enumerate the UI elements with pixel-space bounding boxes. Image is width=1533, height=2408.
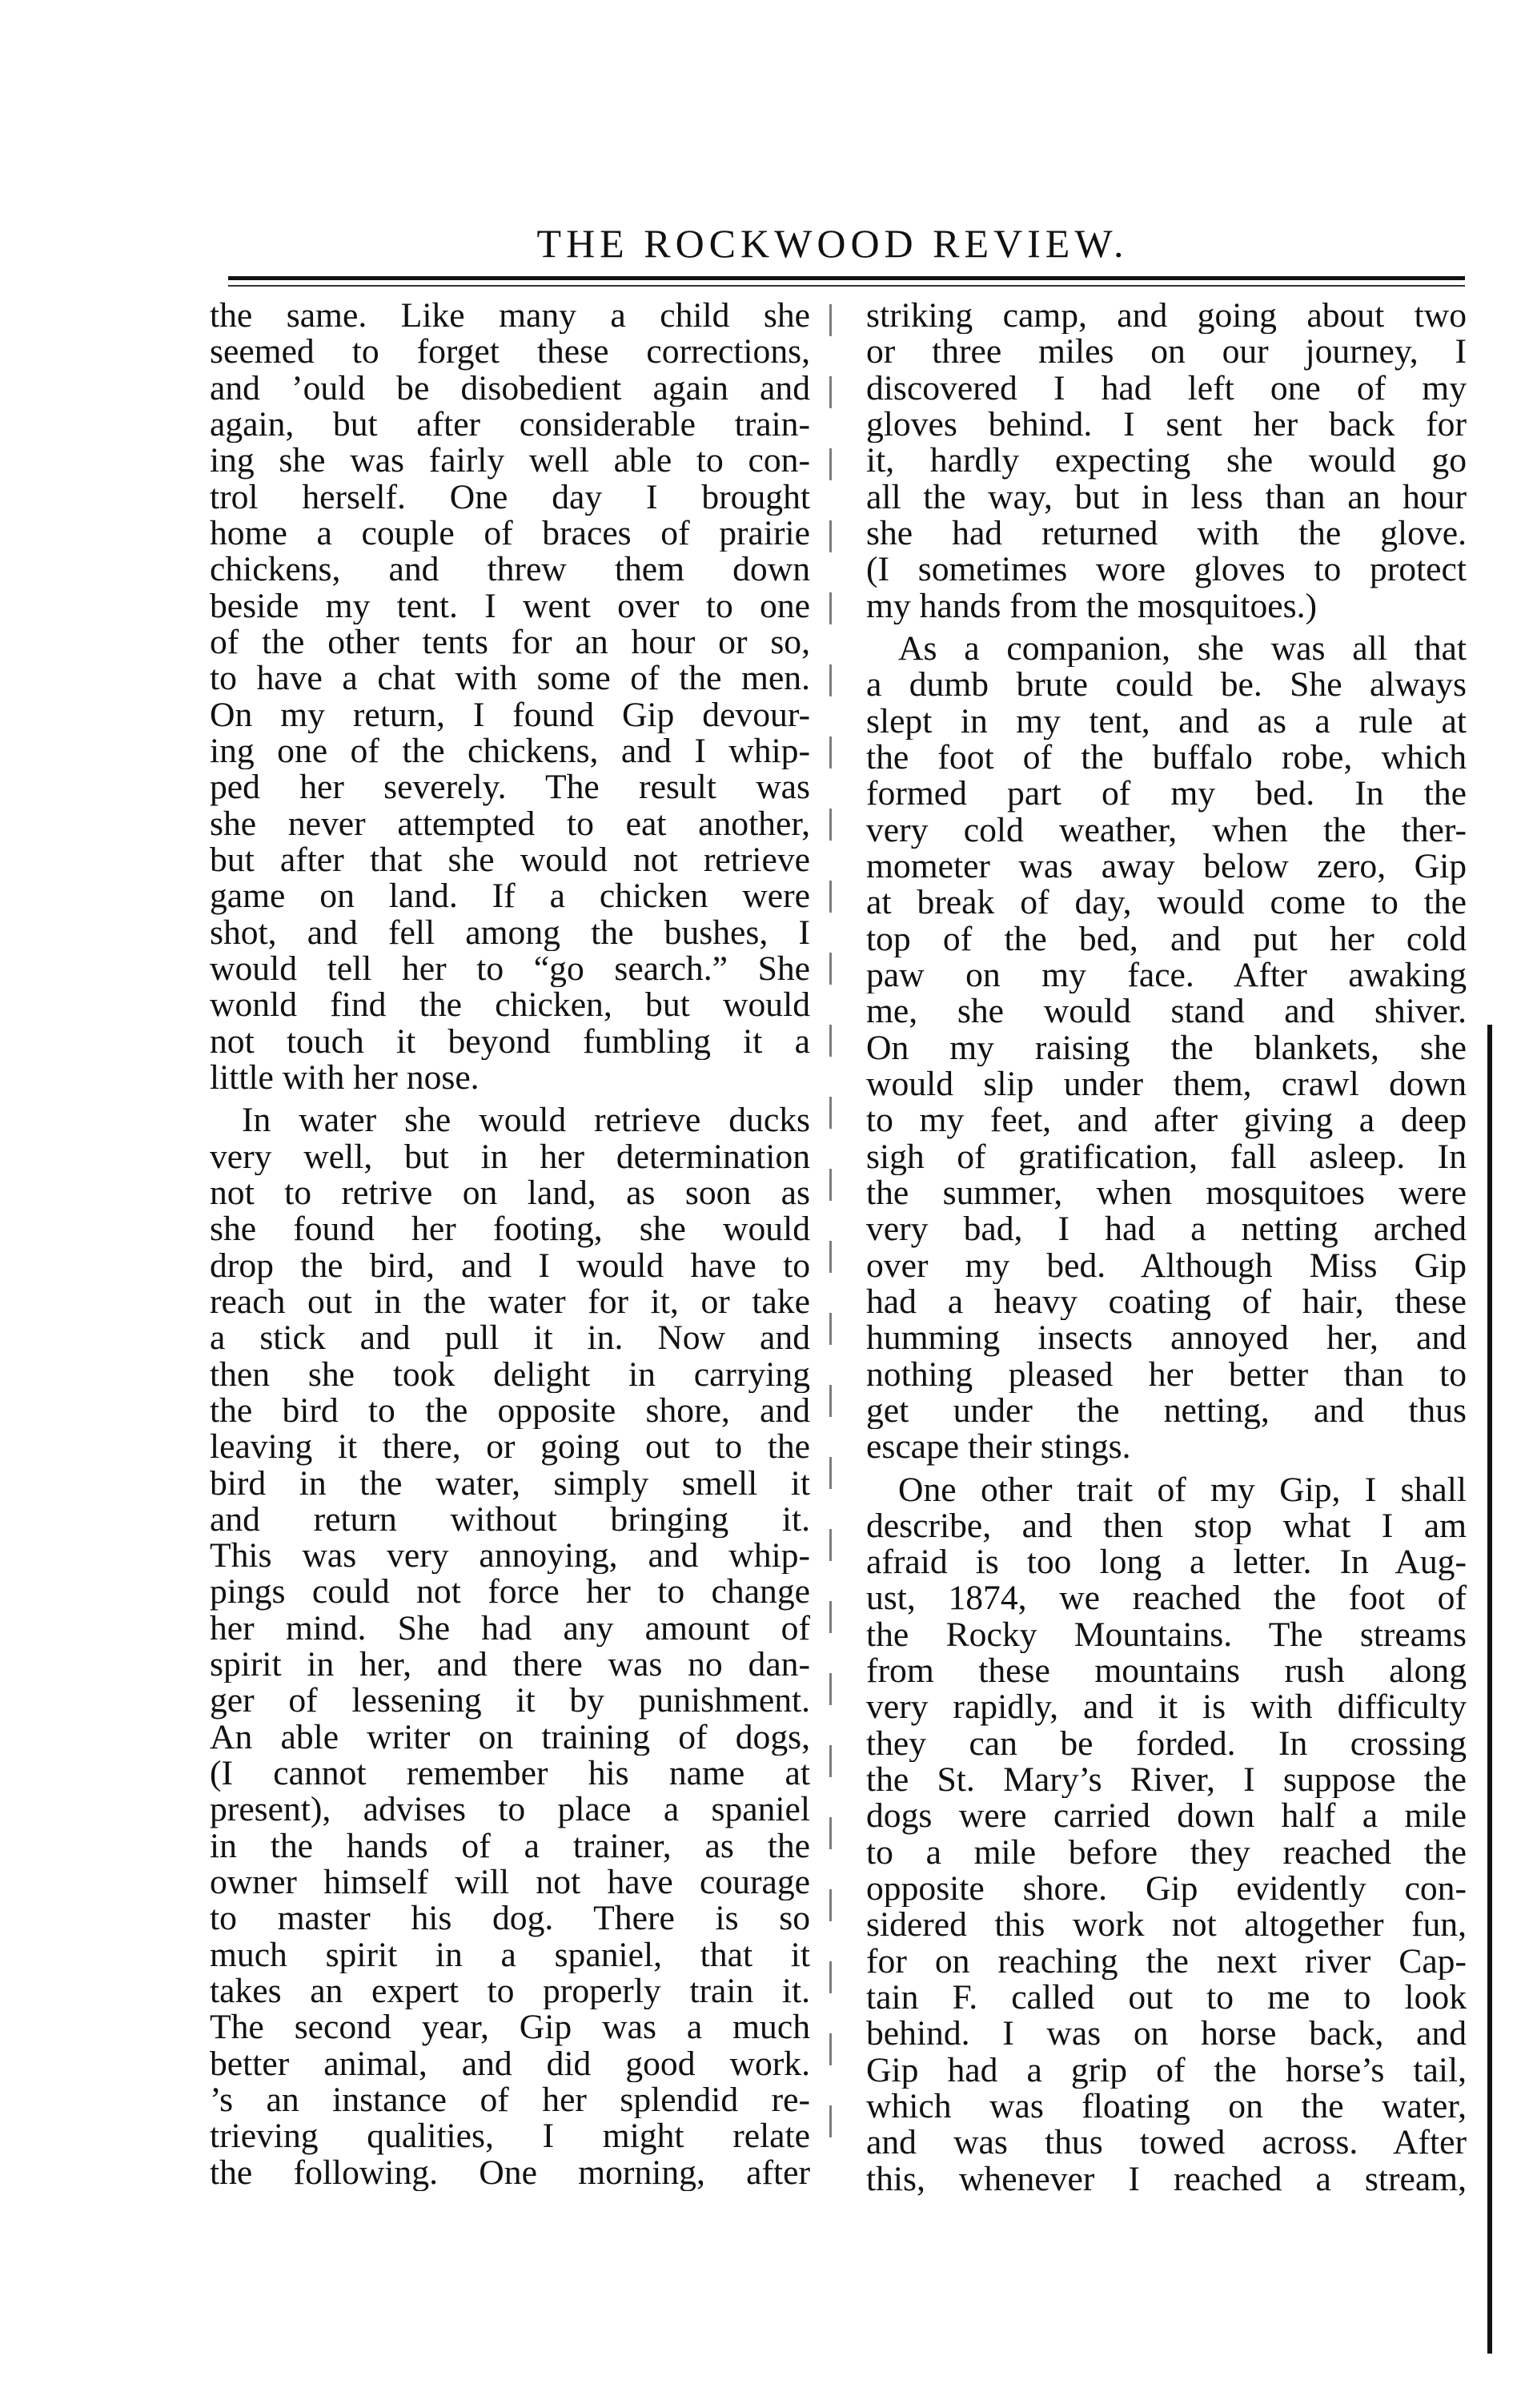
text-line: sigh of gratification, fall asleep. In	[866, 1138, 1467, 1175]
text-line: very cold weather, when the ther-	[866, 812, 1467, 849]
text-line: owner himself will not have courage	[210, 1864, 810, 1901]
text-line: This was very annoying, and whip-	[210, 1538, 810, 1575]
text-line: (I cannot remember his name at	[210, 1756, 810, 1792]
text-line: then she took delight in carrying	[210, 1356, 810, 1393]
text-line: describe, and then stop what I am	[866, 1507, 1467, 1545]
text-line: all the way, but in less than an hour	[866, 479, 1467, 516]
text-line: In water she would retrieve ducks	[242, 1102, 810, 1139]
text-line: a dumb brute could be. She always	[866, 667, 1467, 704]
text-line: and ’ould be disobedient again and	[210, 370, 810, 407]
text-line: they can be forded. In crossing	[866, 1725, 1467, 1763]
text-line: would slip under them, crawl down	[866, 1066, 1467, 1103]
text-line: to master his dog. There is so	[210, 1900, 810, 1937]
right-column	[866, 298, 1467, 2197]
text-line: better animal, and did good work.	[210, 2045, 810, 2083]
text-line: ing she was fairly well able to con-	[210, 443, 810, 480]
text-line: me, she would stand and shiver.	[866, 993, 1467, 1030]
text-line: for on reaching the next river Cap-	[866, 1943, 1467, 1981]
text-line: she had returned with the glove.	[866, 515, 1467, 552]
text-line: not touch it beyond fumbling it a	[210, 1023, 810, 1060]
text-line: ped her severely. The result was	[210, 769, 810, 806]
text-line: to my feet, and after giving a deep	[866, 1102, 1467, 1139]
text-line: the St. Mary’s River, I suppose the	[866, 1762, 1467, 1799]
text-line: ust, 1874, we reached the foot of	[866, 1580, 1467, 1617]
text-line: humming insects annoyed her, and	[866, 1320, 1467, 1357]
text-line: the summer, when mosquitoes were	[866, 1174, 1467, 1212]
text-line: leaving it there, or going out to the	[210, 1429, 810, 1466]
text-line: had a heavy coating of hair, these	[866, 1283, 1467, 1321]
text-line: she never attempted to eat another,	[210, 805, 810, 842]
text-line: she found her footing, she would	[210, 1211, 810, 1248]
text-line: shot, and fell among the bushes, I	[210, 914, 810, 951]
text-line: spirit in her, and there was no dan-	[210, 1647, 810, 1684]
column-divider	[829, 304, 832, 2169]
text-line: One other trait of my Gip, I shall	[898, 1471, 1467, 1508]
text-line: would tell her to “go search.” She	[210, 950, 810, 988]
text-line: slept in my tent, and as a rule at	[866, 703, 1467, 740]
text-line: in the hands of a trainer, as the	[210, 1828, 810, 1865]
text-line: beside my tent. I went over to one	[210, 588, 810, 624]
text-line: not to retrive on land, as soon as	[210, 1174, 810, 1212]
text-line: little with her nose.	[210, 1059, 480, 1097]
text-line: which was floating on the water,	[866, 2089, 1467, 2125]
text-line: very bad, I had a netting arched	[866, 1211, 1467, 1248]
text-line: afraid is too long a letter. In Aug-	[866, 1544, 1467, 1581]
text-line: sidered this work not altogether fun,	[866, 1907, 1467, 1944]
text-line: from these mountains rush along	[866, 1653, 1467, 1690]
text-line: again, but after considerable train-	[210, 406, 810, 443]
text-line: and return without bringing it.	[210, 1501, 810, 1539]
text-line: The second year, Gip was a much	[210, 2009, 810, 2046]
text-line: but after that she would not retrieve	[210, 841, 810, 879]
page-edge-bar	[1487, 1025, 1492, 2354]
text-line: An able writer on training of dogs,	[210, 1719, 810, 1756]
text-line: reach out in the water for it, or take	[210, 1283, 810, 1321]
text-line: (I sometimes wore gloves to protect	[866, 552, 1467, 588]
text-line: dogs were carried down half a mile	[866, 1798, 1467, 1835]
text-line: chickens, and threw them down	[210, 552, 810, 588]
text-line: the same. Like many a child she	[210, 298, 810, 335]
text-line: very rapidly, and it is with difficulty	[866, 1689, 1467, 1726]
text-line: to have a chat with some of the men.	[210, 660, 810, 697]
text-line: and was thus towed across. After	[866, 2125, 1467, 2161]
text-line: get under the netting, and thus	[866, 1392, 1467, 1430]
text-line: my hands from the mosquitoes.)	[866, 588, 1318, 624]
text-line: ’s an instance of her splendid re-	[210, 2082, 810, 2119]
text-line: takes an expert to properly train it.	[210, 1973, 810, 2010]
text-line: ing one of the chickens, and I whip-	[210, 732, 810, 770]
header-rule-thick	[228, 276, 1465, 280]
text-line: top of the bed, and put her cold	[866, 921, 1467, 957]
text-line: or three miles on our journey, I	[866, 334, 1467, 371]
text-line: her mind. She had any amount of	[210, 1610, 810, 1647]
text-line: trol herself. One day I brought	[210, 479, 810, 516]
text-line: trieving qualities, I might relate	[210, 2118, 810, 2155]
text-line: pings could not force her to change	[210, 1574, 810, 1611]
header-rule-thin	[228, 285, 1465, 287]
left-column	[210, 298, 810, 2191]
text-line: this, whenever I reached a stream,	[866, 2161, 1467, 2198]
text-line: behind. I was on horse back, and	[866, 2016, 1467, 2053]
text-line: the bird to the opposite shore, and	[210, 1392, 810, 1430]
text-line: formed part of my bed. In the	[866, 776, 1467, 813]
text-line: the foot of the buffalo robe, which	[866, 739, 1467, 777]
text-line: On my raising the blankets, she	[866, 1029, 1467, 1066]
text-line: much spirit in a spaniel, that it	[210, 1936, 810, 1974]
text-line: seemed to forget these corrections,	[210, 334, 810, 371]
text-line: paw on my face. After awaking	[866, 957, 1467, 994]
running-head: THE ROCKWOOD REVIEW.	[536, 221, 1129, 266]
text-line: bird in the water, simply smell it	[210, 1465, 810, 1502]
text-line: home a couple of braces of prairie	[210, 515, 810, 552]
text-line: opposite shore. Gip evidently con-	[866, 1871, 1467, 1908]
text-line: On my return, I found Gip devour-	[210, 696, 810, 733]
text-line: ger of lessening it by punishment.	[210, 1683, 810, 1720]
text-line: escape their stings.	[866, 1429, 1131, 1466]
text-line: nothing pleased her better than to	[866, 1356, 1467, 1393]
text-line: game on land. If a chicken were	[210, 878, 810, 915]
text-line: tain F. called out to me to look	[866, 1980, 1467, 2017]
text-line: mometer was away below zero, Gip	[866, 848, 1467, 885]
text-line: to a mile before they reached the	[866, 1834, 1467, 1872]
text-line: of the other tents for an hour or so,	[210, 624, 810, 661]
text-line: discovered I had left one of my	[866, 370, 1467, 407]
text-line: Gip had a grip of the horse’s tail,	[866, 2052, 1467, 2089]
text-line: present), advises to place a spaniel	[210, 1792, 810, 1828]
text-line: it, hardly expecting she would go	[866, 443, 1467, 480]
text-line: wonld find the chicken, but would	[210, 987, 810, 1024]
text-line: very well, but in her determination	[210, 1138, 810, 1175]
text-line: striking camp, and going about two	[866, 298, 1467, 335]
text-line: drop the bird, and I would have to	[210, 1247, 810, 1284]
text-line: the Rocky Mountains. The streams	[866, 1616, 1467, 1654]
text-line: over my bed. Although Miss Gip	[866, 1247, 1467, 1284]
text-line: gloves behind. I sent her back for	[866, 406, 1467, 443]
text-line: As a companion, she was all that	[898, 630, 1467, 668]
text-line: the following. One morning, after	[210, 2154, 810, 2192]
text-line: a stick and pull it in. Now and	[210, 1320, 810, 1357]
text-line: at break of day, would come to the	[866, 885, 1467, 921]
